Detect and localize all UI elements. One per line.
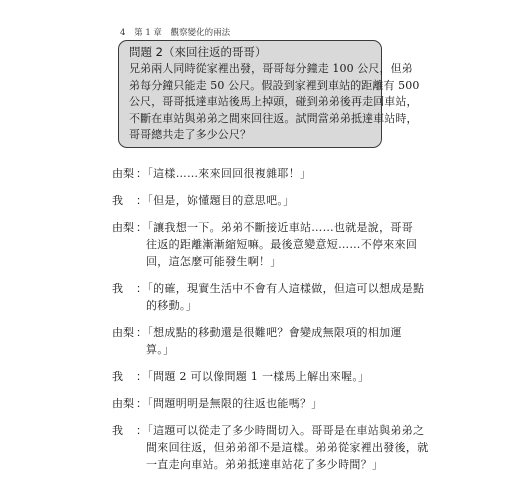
dialog-turn xyxy=(112,219,418,270)
speech xyxy=(136,368,369,385)
speaker-name: 我 xyxy=(112,424,123,437)
speech-line: ：「問題 2 可以像問題 1 一樣馬上解出來喔。」 xyxy=(136,370,370,383)
dialog-turn xyxy=(112,192,412,209)
speaker-name: 由梨 xyxy=(112,326,134,339)
speech-line: 往返的距離漸漸縮短嘛。最後意變意短……不停來來回 xyxy=(146,238,418,251)
speech-line: ：「問題明明是無限的往返也能嗎？」 xyxy=(136,397,323,410)
problem-line: 公尺，哥哥抵達車站後馬上掉頭，碰到弟弟後再走回車站， xyxy=(129,95,418,108)
speech-line: ：「的確，現實生活中不會有人這樣做，但這可以想成是點 xyxy=(136,282,425,295)
speech xyxy=(136,324,402,358)
chapter-number: 第 1 章 xyxy=(134,28,162,38)
speech-line: ：「想成點的移動還是很難吧？會變成無限項的相加運 xyxy=(136,326,402,339)
speaker-name: 我 xyxy=(112,370,123,383)
speech-line: 回，這怎麼可能發生啊！」 xyxy=(146,255,282,268)
speech-line: ：「這樣……來來回回很複雜耶！」 xyxy=(136,167,312,180)
page-number: 4 xyxy=(120,28,126,38)
speech-line: ：「這題可以從走了多少時間切入。哥哥是在車站與弟弟之 xyxy=(136,424,425,437)
problem-title: 問題 2（來回往返的哥哥） xyxy=(129,45,267,59)
problem-line: 不斷在車站與弟弟之間來回往返。試問當弟弟抵達車站時， xyxy=(129,111,418,125)
speech xyxy=(136,165,311,182)
speech xyxy=(136,192,295,209)
speech xyxy=(136,422,429,473)
speaker-name: 我 xyxy=(112,282,123,295)
speech-line: 算。」 xyxy=(146,343,175,356)
speech xyxy=(136,280,424,314)
dialog-turn xyxy=(112,324,412,358)
speech-line: ：「但是，妳懂題目的意思吧。」 xyxy=(136,194,295,207)
speech-line: 的移動。」 xyxy=(146,299,197,312)
speaker-name: 由梨 xyxy=(112,221,134,234)
speech-line: 間來回往返，但弟弟卻不是這樣。弟弟從家裡出發後，就 xyxy=(146,441,429,454)
speech xyxy=(136,395,323,412)
speaker-name: 我 xyxy=(112,194,123,207)
problem-line: 哥哥總共走了多少公尺？ xyxy=(129,128,252,141)
chapter-title: 觀察變化的兩法 xyxy=(170,28,231,38)
problem-box xyxy=(118,40,420,148)
dialog-turn xyxy=(112,165,412,182)
dialog-turn xyxy=(112,395,412,412)
speech xyxy=(136,219,417,270)
dialog xyxy=(112,165,429,483)
speech-line: ：「讓我想一下。弟弟不斷接近車站……也就是說，哥哥 xyxy=(136,221,413,234)
dialog-turn xyxy=(112,280,425,314)
speaker-name: 由梨 xyxy=(112,397,134,410)
problem-line: 弟每分鐘只能走 50 公尺。假設到家裡到車站的距離有 500 xyxy=(129,78,420,92)
speech-line: 一直走向車站。弟弟抵達車站花了多少時間？」 xyxy=(146,458,384,471)
dialog-turn xyxy=(112,368,412,385)
problem-line: 兄弟兩人同時從家裡出發，哥哥每分鐘走 100 公尺，但弟 xyxy=(129,62,413,75)
page-header xyxy=(120,26,236,38)
speaker-name: 由梨 xyxy=(112,167,134,180)
dialog-turn xyxy=(112,422,429,473)
